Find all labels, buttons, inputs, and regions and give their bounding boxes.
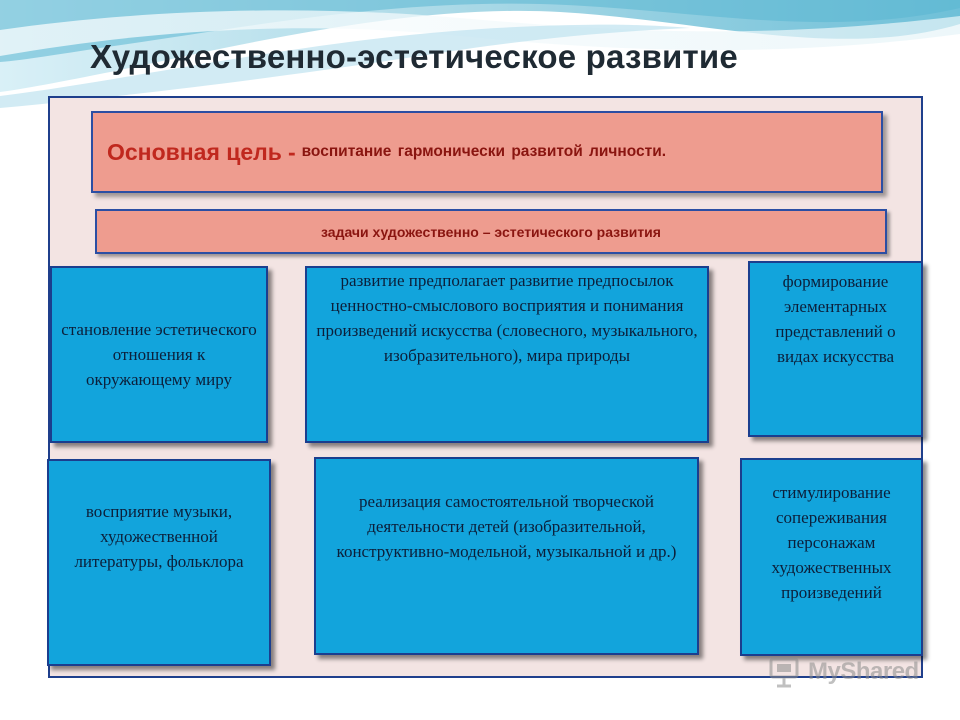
main-goal-box <box>91 111 883 193</box>
presentation-icon <box>768 655 802 689</box>
goal-label: Основная цель <box>107 138 282 165</box>
task-card-music-perception: восприятие музыки, художественной литературы, фольклора <box>47 459 271 666</box>
watermark <box>768 655 919 689</box>
watermark-text: MyShared <box>808 658 919 685</box>
goal-text: воспитание гармонически развитой личности. <box>301 143 667 160</box>
task-card-aesthetic-attitude: становление эстетического отношения к окружающему миру <box>50 266 268 443</box>
task-card-value-perception: развитие предполагает развитие предпосылок ценностно-смыслового восприятия и понимания произведений искусства (словесного, музыкального, изобразительного), мира природы <box>305 266 709 443</box>
task-card-creative-activity: реализация самостоятельной творческой деятельности детей (изобразительной, конструктивно-модельной, музыкальной и др.) <box>314 457 699 655</box>
slide-title: Художественно-эстетическое развитие <box>90 38 738 75</box>
goal-dash: - <box>287 138 296 165</box>
tasks-header: задачи художественно – эстетического развития <box>95 209 887 254</box>
task-card-empathy: стимулирование сопереживания персонажам художественных произведений <box>740 458 923 656</box>
task-card-art-types: формирование элементарных представлений о видах искусства <box>748 261 923 437</box>
